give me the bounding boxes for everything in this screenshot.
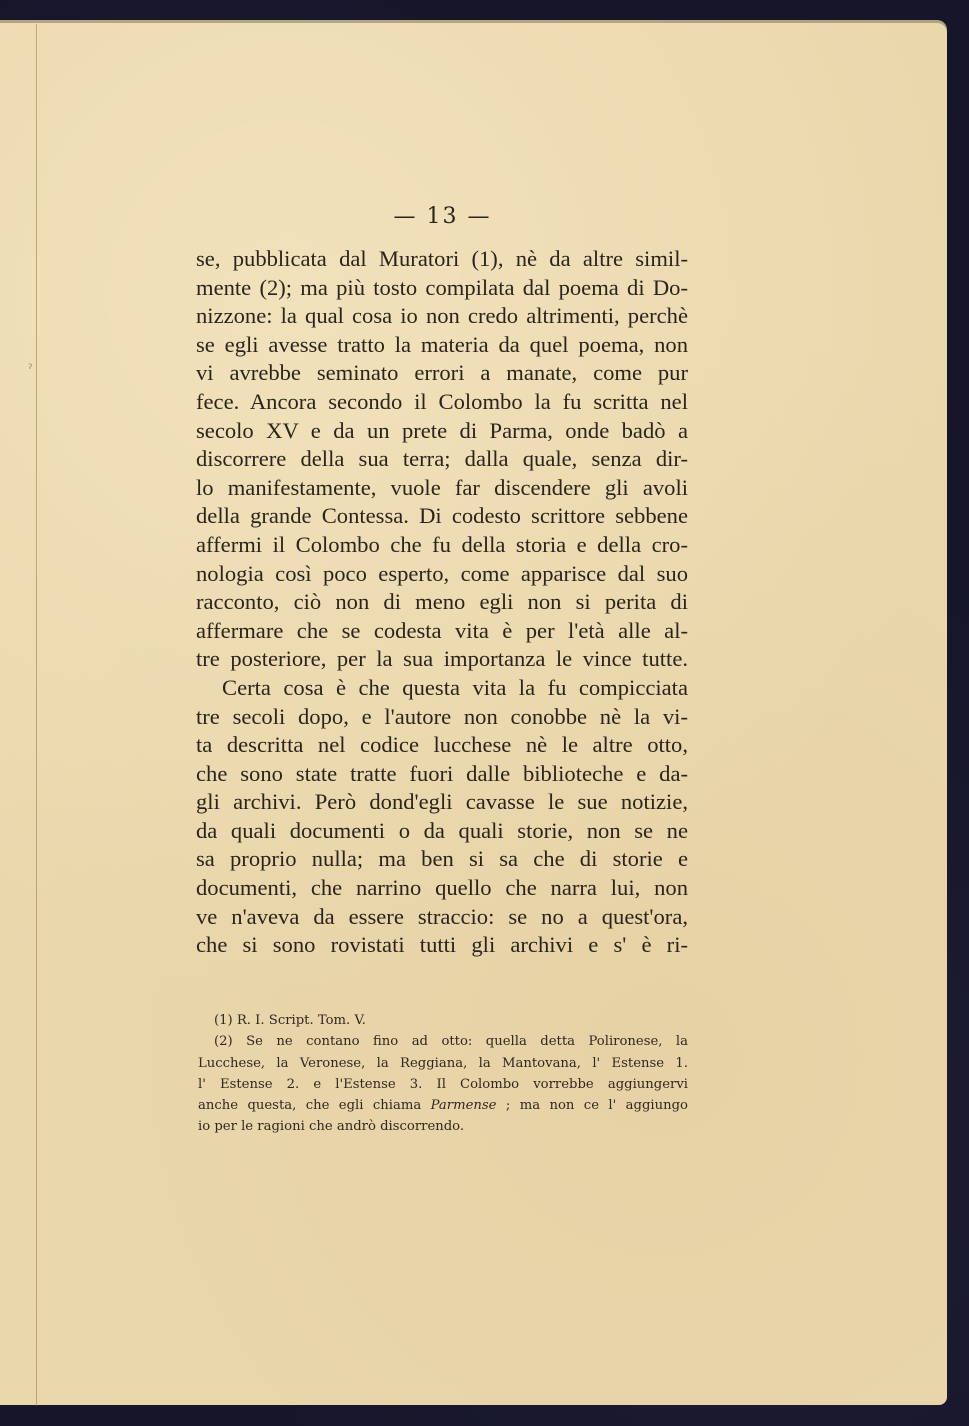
text-line: vi avrebbe seminato errori a manate, come pur bbox=[196, 360, 688, 386]
text-line: tre posteriore, per la sua importanza le vince tutte. bbox=[196, 646, 688, 672]
footnote-2-line: io per le ragioni che andrò discorrendo. bbox=[198, 1119, 465, 1135]
footnote-text: ; ma non ce l' aggiungo bbox=[496, 1098, 688, 1114]
text-line: lo manifestamente, vuole far discendere gli avoli bbox=[196, 474, 688, 500]
paragraph-start-line: Certa cosa è che questa vita la fu compicciata bbox=[222, 674, 688, 700]
footnote-1: (1) R. I. Script. Tom. V. bbox=[214, 1013, 366, 1028]
text-line: da quali documenti o da quali storie, non se ne bbox=[196, 817, 688, 843]
footnote-2-line: Lucchese, la Veronese, la Reggiana, la Mantovana, l' Estense 1. bbox=[198, 1055, 688, 1071]
text-line: se, pubblicata dal Muratori (1), nè da altre simil- bbox=[196, 246, 688, 271]
text-line: racconto, ciò non di meno egli non si perita di bbox=[196, 589, 688, 615]
text-line: fece. Ancora secondo il Colombo la fu scritta nel bbox=[196, 388, 688, 414]
text-line: gli archivi. Però dond'egli cavasse le sue notizie, bbox=[196, 789, 688, 815]
text-line: mente (2); ma più tosto compilata dal poema di Do- bbox=[196, 274, 688, 300]
text-line: sa proprio nulla; ma ben si sa che di storie e bbox=[196, 846, 688, 872]
text-line: documenti, che narrino quello che narra lui, non bbox=[196, 875, 688, 901]
text-line: se egli avesse tratto la materia da quel poema, non bbox=[196, 331, 688, 357]
footnote-text: anche questa, che egli chiama bbox=[198, 1098, 431, 1114]
text-line: tre secoli dopo, e l'autore non conobbe nè la vi- bbox=[196, 703, 688, 729]
footnote-italic-term: Parmense bbox=[430, 1098, 497, 1114]
text-line: affermi il Colombo che fu della storia e della cro- bbox=[196, 531, 688, 557]
margin-mark: ˀ bbox=[28, 362, 33, 376]
text-line: discorrere della sua terra; dalla quale, senza dir- bbox=[196, 446, 688, 472]
footnotes bbox=[198, 1010, 688, 1138]
text-line: ta descritta nel codice lucchese nè le altre otto, bbox=[196, 732, 688, 758]
footnote-2-line: l' Estense 2. e l'Estense 3. Il Colombo vorrebbe aggiungervi bbox=[198, 1076, 688, 1092]
text-line: nizzone: la qual cosa io non credo altrimenti, perchè bbox=[196, 303, 688, 329]
text-line: della grande Contessa. Di codesto scrittore sebbene bbox=[196, 503, 688, 529]
text-line: nologia così poco esperto, come apparisce dal suo bbox=[196, 560, 688, 586]
footnote-2-line bbox=[198, 1095, 688, 1116]
text-line: che sono state tratte fuori dalle biblioteche e da- bbox=[196, 760, 688, 786]
page-number: — 13 — bbox=[393, 204, 492, 229]
text-line: che si sono rovistati tutti gli archivi e s' è ri- bbox=[196, 932, 688, 958]
footnote-2-line: (2) Se ne contano fino ad otto: quella detta Polironese, la bbox=[214, 1034, 688, 1050]
text-line: secolo XV e da un prete di Parma, onde badò a bbox=[196, 417, 688, 443]
text-line: ve n'aveva da essere straccio: se no a quest'ora, bbox=[196, 903, 688, 929]
page-gutter-fold bbox=[36, 24, 37, 1406]
body-text bbox=[196, 245, 688, 960]
text-line: affermare che se codesta vita è per l'età alle al- bbox=[196, 617, 688, 643]
